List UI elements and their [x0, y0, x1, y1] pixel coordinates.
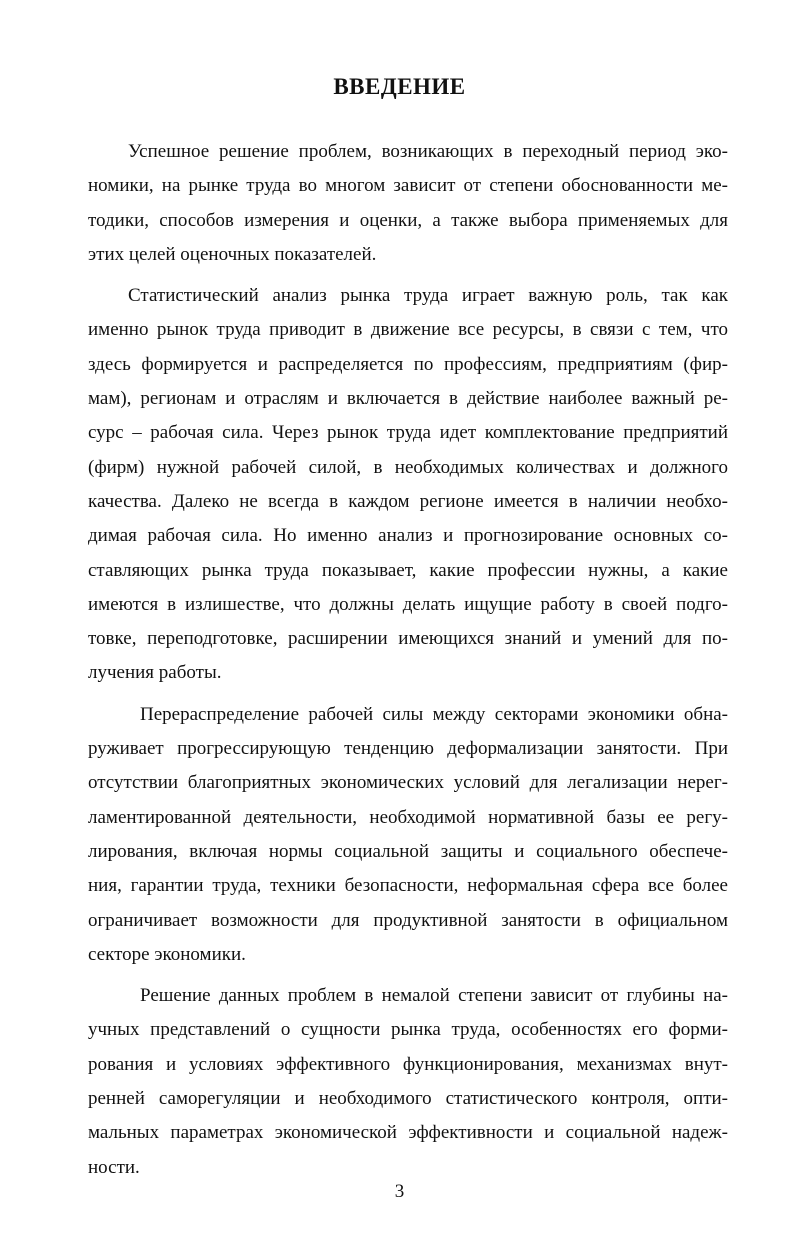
text-line: здесь формируется и распределяется по профессиям, предприятиям (фир-	[88, 353, 728, 375]
text-line: тодики, способов измерения и оценки, а также выбора применяемых для	[88, 209, 728, 231]
text-line: номики, на рынке труда во многом зависит от степени обоснованности ме-	[88, 175, 728, 197]
text-line: Решение данных проблем в немалой степени зависит от глубины на-	[140, 985, 728, 1007]
text-line: имеются в излишестве, что должны делать ищущие работу в своей подго-	[88, 593, 728, 615]
text-line: димая рабочая сила. Но именно анализ и прогнозирование основных со-	[88, 525, 728, 547]
text-line: ламентированной деятельности, необходимой нормативной базы ее регу-	[88, 806, 728, 828]
body-text	[88, 135, 728, 1192]
text-line: лирования, включая нормы социальной защиты и социального обеспече-	[88, 840, 728, 862]
text-line: ния, гарантии труда, техники безопасности, неформальная сфера все более	[88, 875, 728, 897]
text-line: качества. Далеко не всегда в каждом регионе имеется в наличии необхо-	[88, 490, 728, 512]
text-line: отсутствии благоприятных экономических условий для легализации нерег-	[88, 772, 728, 794]
page-number: 3	[394, 1181, 405, 1202]
page-title: ВВЕДЕНИЕ	[333, 74, 466, 99]
text-line: сурс – рабочая сила. Через рынок труда идет комплектование предприятий	[88, 422, 728, 444]
paragraph-2	[88, 279, 728, 691]
text-line: товке, переподготовке, расширении имеющихся знаний и умений для по-	[88, 628, 728, 650]
text-line: лучения работы.	[88, 662, 222, 684]
text-line: ренней саморегуляции и необходимого статистического контроля, опти-	[88, 1088, 728, 1110]
text-line: учных представлений о сущности рынка труда, особенностях его форми-	[88, 1019, 728, 1041]
paragraph-1	[88, 135, 728, 272]
text-line: секторе экономики.	[88, 943, 246, 965]
text-line: ности.	[88, 1156, 140, 1178]
text-line: мам), регионам и отраслям и включается в действие наиболее важный ре-	[88, 388, 728, 410]
text-line: именно рынок труда приводит в движение все ресурсы, в связи с тем, что	[88, 319, 728, 341]
text-line: мальных параметрах экономической эффективности и социальной надеж-	[88, 1122, 728, 1144]
text-line: руживает прогрессирующую тенденцию деформализации занятости. При	[88, 738, 728, 760]
text-line: (фирм) нужной рабочей силой, в необходимых количествах и должного	[88, 456, 728, 478]
text-line: Успешное решение проблем, возникающих в переходный период эко-	[128, 141, 728, 162]
text-line: Статистический анализ рынка труда играет важную роль, так как	[128, 285, 728, 307]
text-line: ограничивает возможности для продуктивной занятости в официальном	[88, 909, 728, 931]
text-line: ставляющих рынка труда показывает, какие профессии нужны, а какие	[88, 559, 728, 581]
paragraph-4	[88, 979, 728, 1185]
text-line: Перераспределение рабочей силы между секторами экономики обна-	[140, 703, 728, 725]
text-line: рования и условиях эффективного функционирования, механизмах внут-	[88, 1053, 728, 1075]
text-line: этих целей оценочных показателей.	[88, 243, 377, 265]
paragraph-3	[88, 698, 728, 972]
